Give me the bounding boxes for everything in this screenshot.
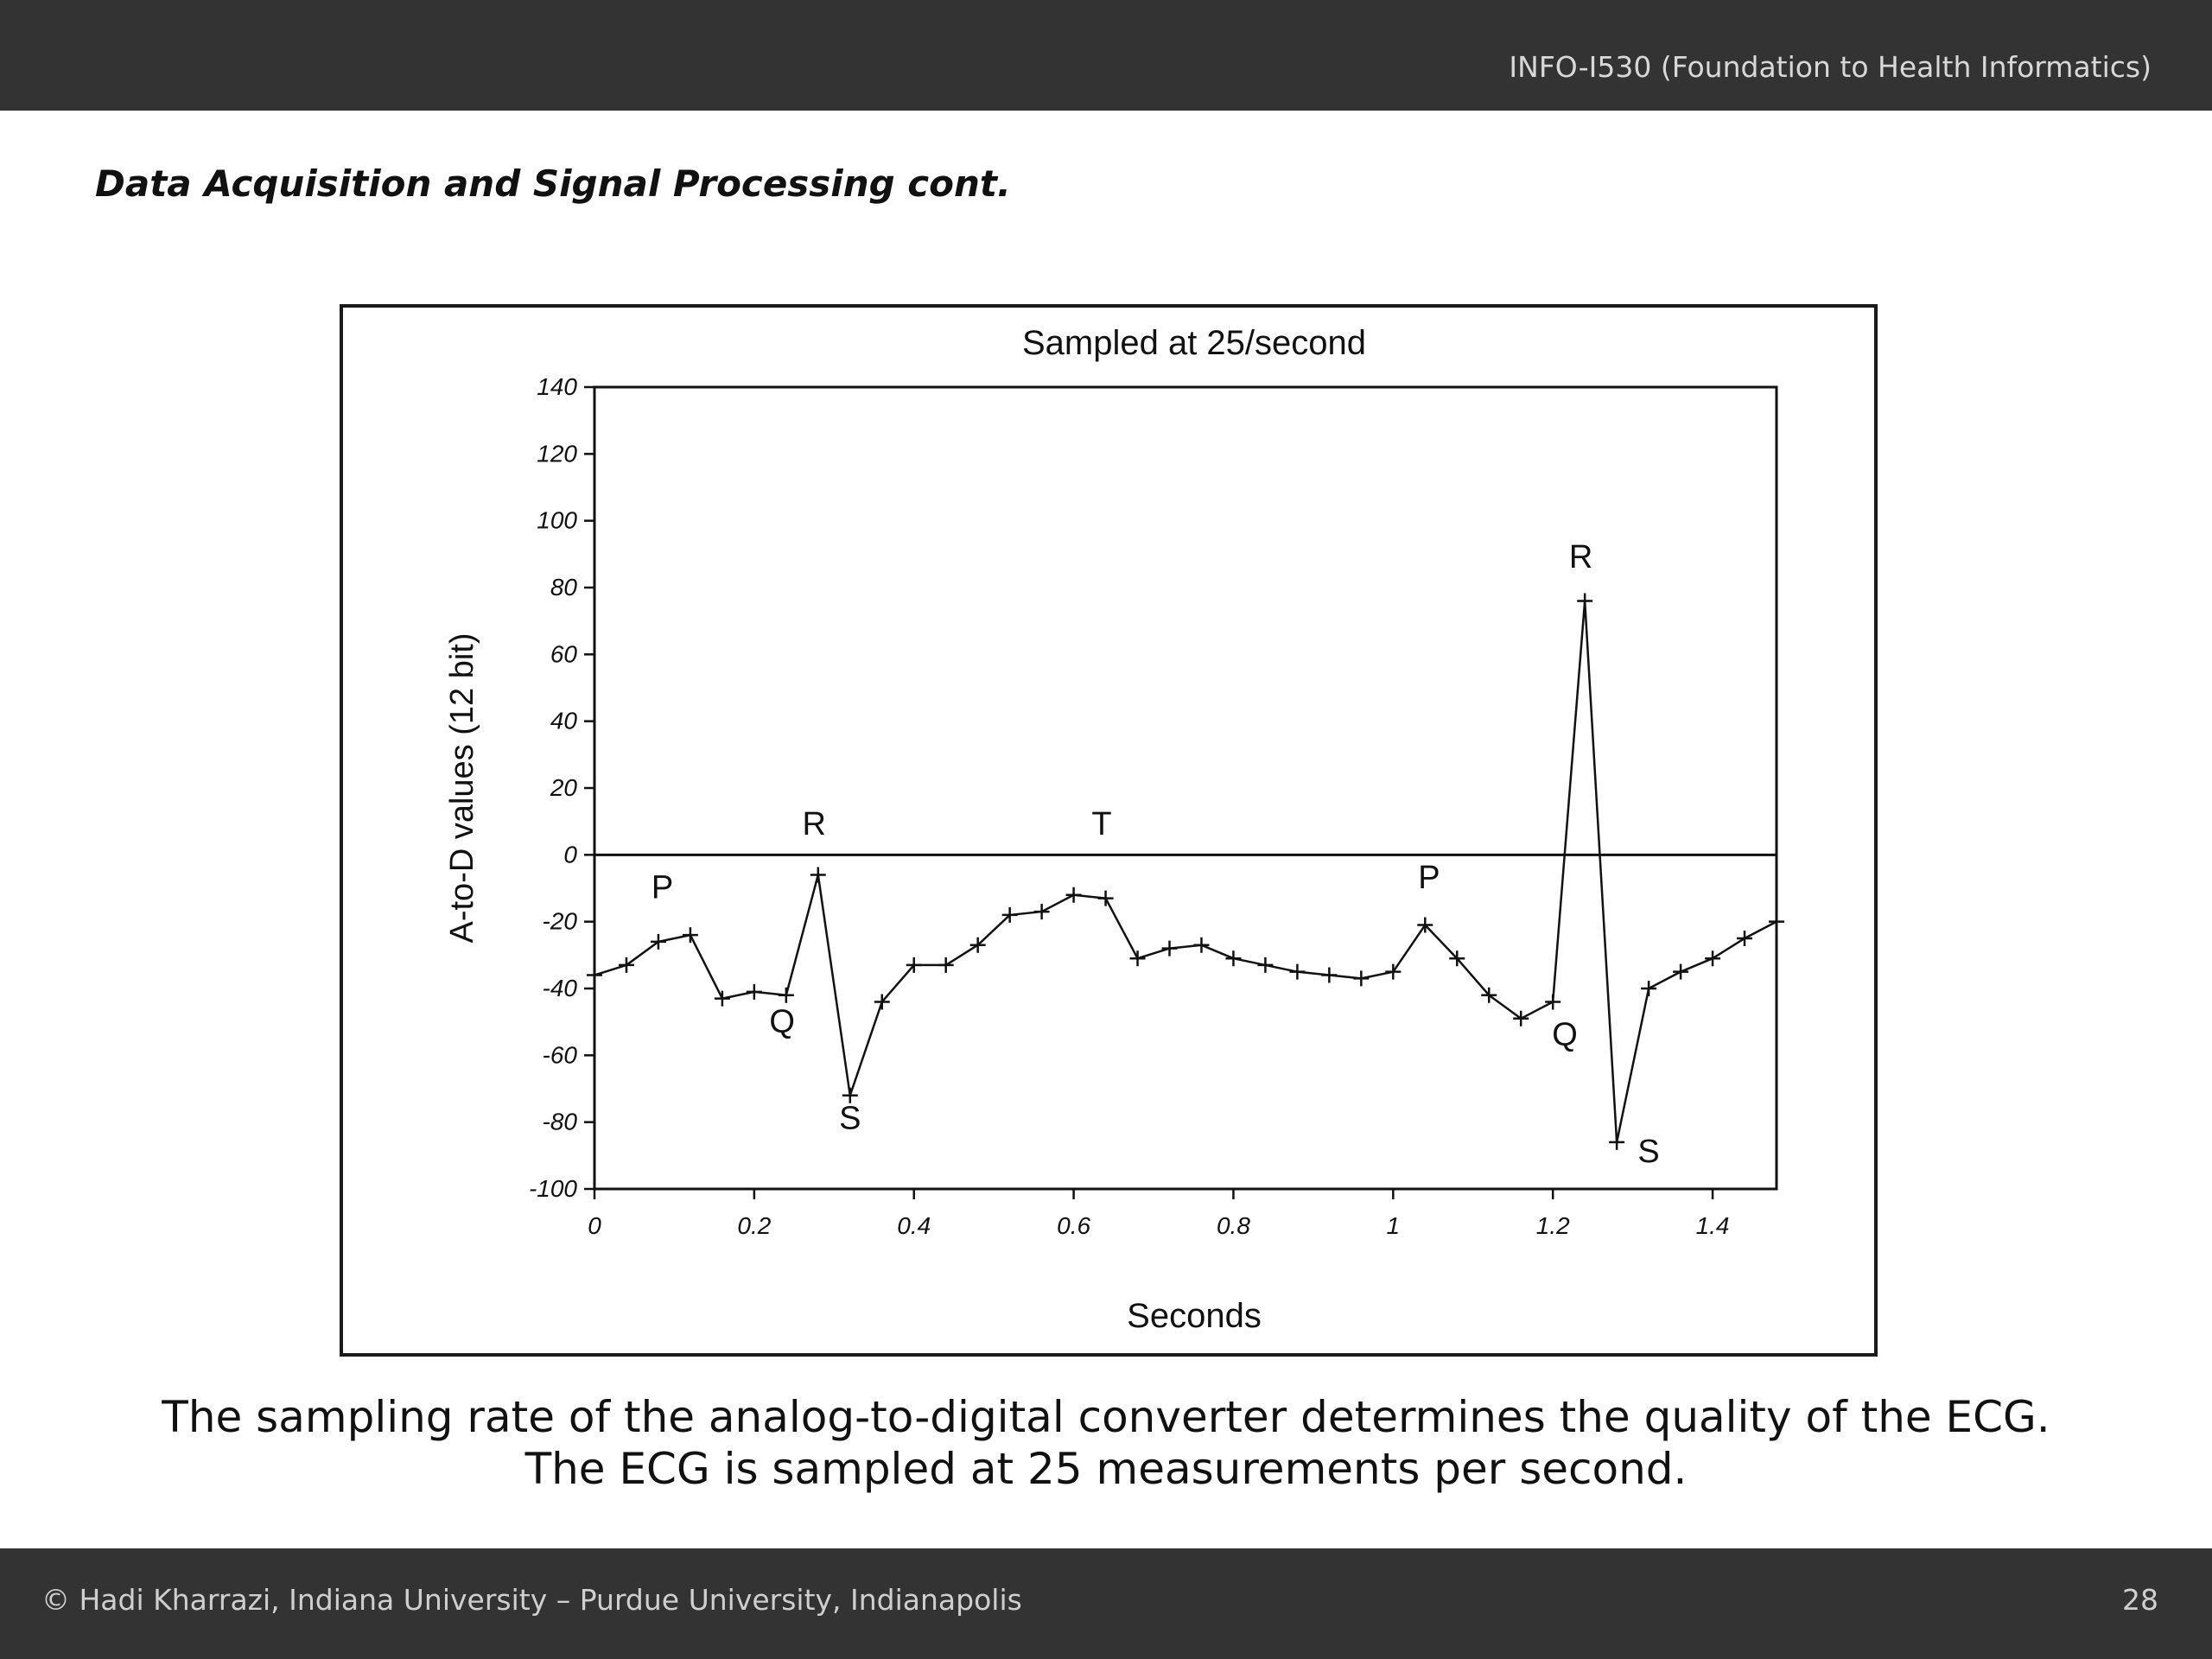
- x-tick-label: 0.6: [1057, 1212, 1091, 1239]
- data-point: [1641, 981, 1656, 996]
- y-tick-label: -80: [542, 1108, 577, 1135]
- data-point: [1577, 593, 1592, 608]
- data-point: [1353, 970, 1369, 986]
- wave-label-t: T: [1091, 806, 1112, 843]
- data-point: [1130, 950, 1146, 966]
- wave-label-q: Q: [769, 1003, 795, 1040]
- x-axis-label: Seconds: [1127, 1297, 1262, 1335]
- y-tick-label: 40: [550, 707, 577, 734]
- data-point: [810, 868, 826, 883]
- data-point: [1385, 964, 1401, 980]
- course-title: INFO-I530 (Foundation to Health Informatics): [1509, 50, 2152, 84]
- wave-label-s: S: [1637, 1134, 1660, 1171]
- data-point: [1769, 914, 1784, 930]
- data-point: [1609, 1135, 1624, 1150]
- y-tick-label: 140: [537, 373, 577, 400]
- y-tick-label: 100: [537, 506, 577, 534]
- slide-heading: Data Acquisition and Signal Processing cont.: [95, 162, 1011, 205]
- data-point: [683, 927, 698, 943]
- y-tick-label: -20: [542, 907, 577, 935]
- x-tick-label: 1.2: [1535, 1212, 1570, 1239]
- x-tick-label: 1: [1386, 1212, 1401, 1239]
- y-tick-label: -40: [542, 975, 577, 1001]
- y-axis-label: A-to-D values (12 bit): [444, 632, 480, 944]
- data-point: [1066, 887, 1082, 903]
- data-point: [779, 988, 794, 1003]
- y-tick-label: -100: [528, 1175, 577, 1202]
- page-number: 28: [2122, 1583, 2158, 1617]
- data-point: [715, 991, 730, 1007]
- data-point: [938, 957, 954, 973]
- x-tick-label: 1.4: [1695, 1212, 1730, 1239]
- y-tick-label: 80: [550, 574, 577, 601]
- wave-label-s: S: [839, 1100, 861, 1137]
- x-tick-label: 0: [588, 1212, 601, 1239]
- data-point: [1225, 950, 1241, 966]
- data-point: [1257, 957, 1273, 973]
- data-point: [1289, 964, 1305, 980]
- wave-label-p: P: [651, 869, 674, 906]
- x-tick-label: 0.8: [1216, 1212, 1250, 1239]
- y-tick-label: 20: [550, 774, 577, 801]
- copyright-text: © Hadi Kharrazi, Indiana University – Purdue University, Indianapolis: [41, 1583, 1022, 1617]
- data-point: [747, 984, 762, 1000]
- data-point: [1098, 891, 1114, 906]
- data-point: [1321, 968, 1337, 983]
- wave-label-p: P: [1418, 860, 1440, 896]
- ecg-figure: [340, 304, 1878, 1357]
- ecg-chart: [343, 308, 1874, 1353]
- caption-line-2: The ECG is sampled at 25 measurements per second.: [524, 1444, 1688, 1494]
- chart-title: Sampled at 25/second: [1021, 324, 1367, 362]
- data-point: [1705, 950, 1720, 966]
- wave-label-r: R: [1568, 538, 1593, 575]
- caption-line-1: The sampling rate of the analog-to-digital converter determines the quality of the ECG.: [162, 1392, 2050, 1442]
- y-tick-label: -60: [542, 1041, 577, 1069]
- data-point: [1162, 941, 1178, 957]
- y-tick-label: 0: [563, 841, 577, 868]
- caption: [0, 1391, 2212, 1495]
- x-tick-label: 0.2: [737, 1212, 772, 1239]
- footer-bar: [0, 1548, 2212, 1659]
- data-point: [587, 968, 602, 983]
- data-point: [1545, 994, 1560, 1009]
- header-bar: [0, 0, 2212, 111]
- data-point: [1513, 1011, 1529, 1027]
- data-point: [1193, 938, 1209, 953]
- data-point: [1034, 904, 1050, 919]
- ecg-series-line: [594, 601, 1777, 1141]
- wave-label-r: R: [802, 806, 826, 843]
- wave-label-q: Q: [1552, 1016, 1578, 1053]
- data-point: [619, 957, 634, 973]
- x-tick-label: 0.4: [897, 1212, 931, 1239]
- y-tick-label: 120: [537, 440, 577, 467]
- data-point: [651, 934, 666, 950]
- data-point: [1673, 964, 1688, 980]
- plot-frame: [594, 387, 1777, 1189]
- data-point: [1737, 931, 1752, 946]
- y-tick-label: 60: [550, 640, 577, 668]
